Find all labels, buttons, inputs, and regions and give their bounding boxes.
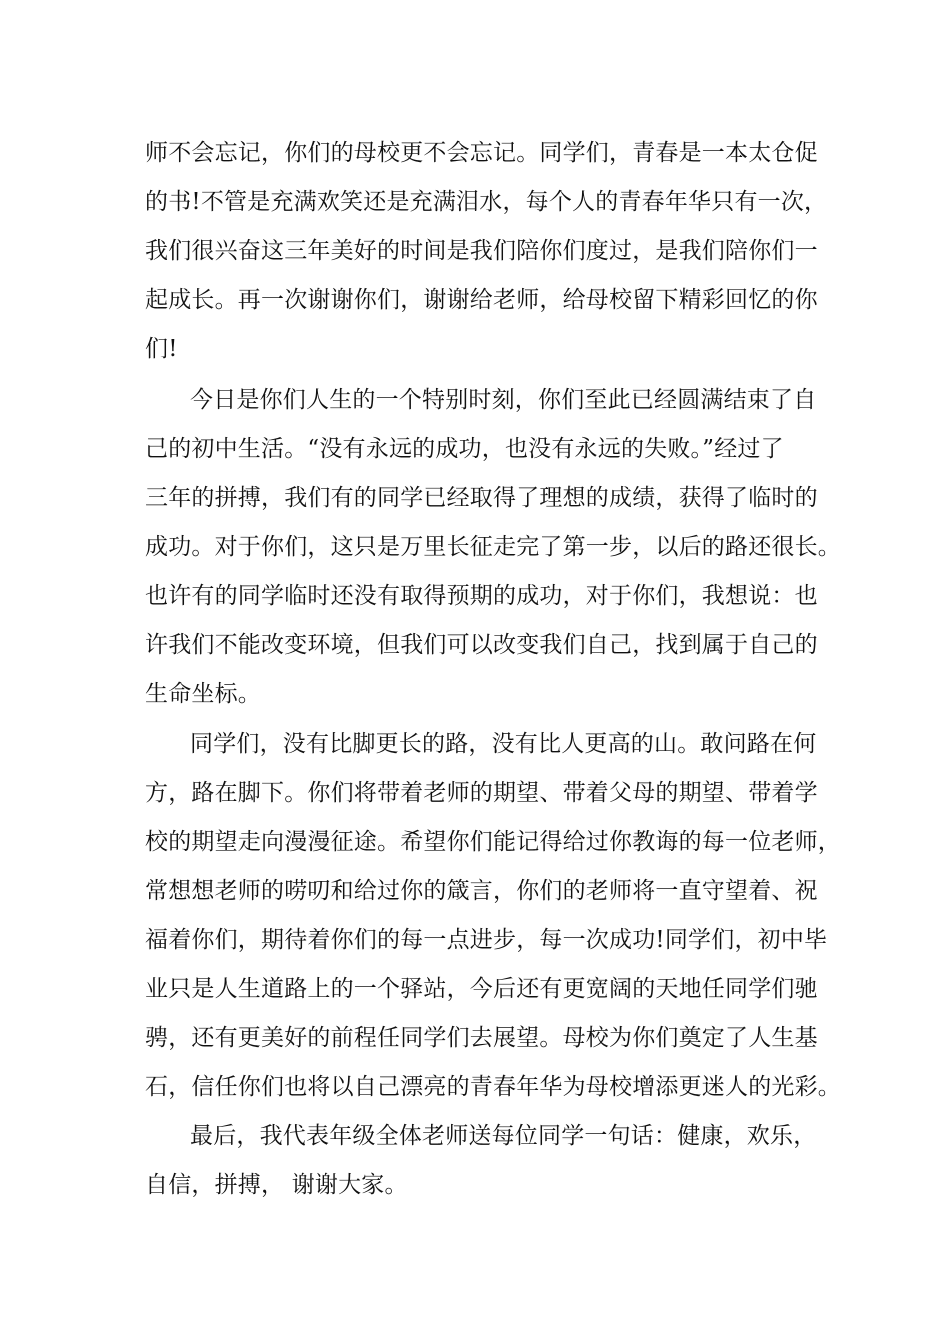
text-line-16: 常想想老师的唠叨和给过你的箴言，你们的老师将一直守望着、祝 — [145, 878, 818, 904]
text-line-3: 我们很兴奋这三年美好的时间是我们陪你们度过，是我们陪你们一 — [145, 238, 818, 264]
text-line-5: 们! — [145, 336, 178, 362]
text-line-1: 师不会忘记，你们的母校更不会忘记。同学们，青春是一本太仓促 — [145, 140, 818, 166]
text-line-4: 起成长。再一次谢谢你们，谢谢给老师，给母校留下精彩回忆的你 — [145, 287, 818, 313]
text-line-11: 许我们不能改变环境，但我们可以改变我们自己，找到属于自己的 — [145, 632, 818, 658]
text-line-6: 今日是你们人生的一个特别时刻，你们至此已经圆满结束了自 — [190, 387, 817, 413]
text-line-21: 最后，我代表年级全体老师送每位同学一句话：健康，欢乐， — [190, 1123, 817, 1149]
text-line-10: 也许有的同学临时还没有取得预期的成功，对于你们，我想说：也 — [145, 583, 818, 609]
text-line-20: 石，信任你们也将以自己漂亮的青春年华为母校增添更迷人的光彩。 — [145, 1074, 841, 1100]
text-line-15: 校的期望走向漫漫征途。希望你们能记得给过你教诲的每一位老师， — [145, 829, 841, 855]
text-line-7: 己的初中生活。“没有永远的成功，也没有永远的失败。”经过了 — [145, 436, 784, 462]
text-line-14: 方，路在脚下。你们将带着老师的期望、带着父母的期望、带着学 — [145, 780, 818, 806]
text-line-22: 自信，拼搏， 谢谢大家。 — [145, 1172, 408, 1198]
text-line-19: 骋，还有更美好的前程任同学们去展望。母校为你们奠定了人生基 — [145, 1025, 818, 1051]
text-line-13: 同学们，没有比脚更长的路，没有比人更高的山。敢问路在何 — [190, 731, 817, 757]
text-line-2: 的书!不管是充满欢笑还是充满泪水，每个人的青春年华只有一次， — [145, 189, 828, 215]
text-line-12: 生命坐标。 — [145, 681, 261, 707]
text-line-17: 福着你们，期待着你们的每一点进步，每一次成功!同学们，初中毕 — [145, 927, 828, 953]
text-line-9: 成功。对于你们，这只是万里长征走完了第一步，以后的路还很长。 — [145, 534, 841, 560]
text-line-18: 业只是人生道路上的一个驿站，今后还有更宽阔的天地任同学们驰 — [145, 976, 818, 1002]
text-line-8: 三年的拼搏，我们有的同学已经取得了理想的成绩，获得了临时的 — [145, 485, 818, 511]
